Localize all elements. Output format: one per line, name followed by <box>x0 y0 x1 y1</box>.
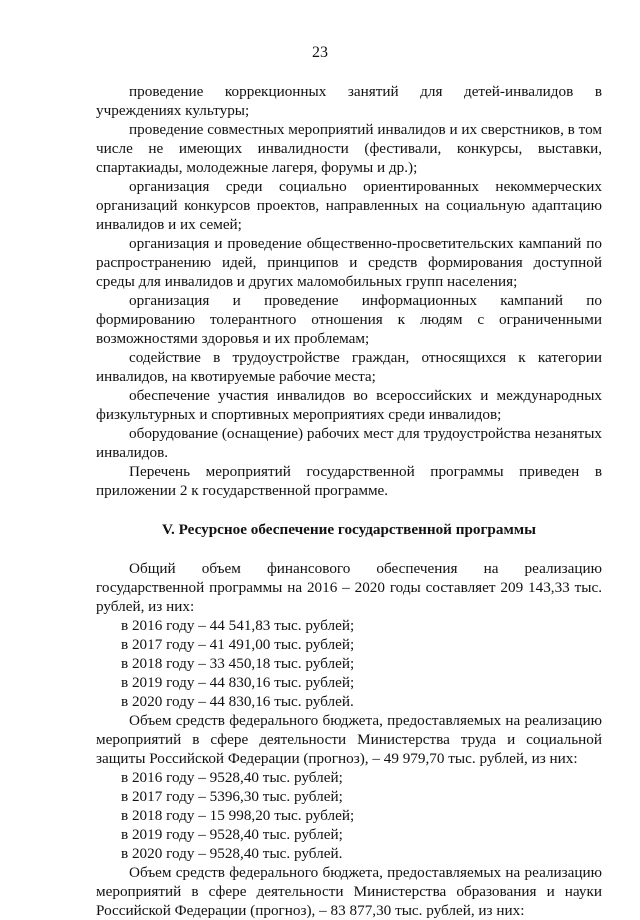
funding-education-intro: Объем средств федерального бюджета, предоставляемых на реализацию мероприятий в сфере деятельности Министерства образования и науки Российской Федерации (прогноз), – 83 877,30 тыс. рублей, из них: <box>96 864 602 919</box>
funding-year-line: в 2020 году – 9528,40 тыс. рублей. <box>121 845 343 862</box>
list-item: оборудование (оснащение) рабочих мест для трудоустройства незанятых инвалидов. <box>96 425 602 461</box>
funding-total-intro: Общий объем финансового обеспечения на реализацию государственной программы на 2016 – 2020 годы составляет 209 143,33 тыс. рублей, из них: <box>96 560 602 615</box>
funding-year-line: в 2019 году – 9528,40 тыс. рублей; <box>121 826 343 843</box>
funding-year-line: в 2016 году – 9528,40 тыс. рублей; <box>121 769 343 786</box>
list-item: организация и проведение общественно-просветительских кампаний по распространению идей, принципов и средств формирования доступной среды для инвалидов и других маломобильных групп населения; <box>96 235 602 290</box>
list-item: содействие в трудоустройстве граждан, относящихся к категории инвалидов, на квотируемые рабочие места; <box>96 349 602 385</box>
list-item: обеспечение участия инвалидов во всероссийских и международных физкультурных и спортивных мероприятиях среди инвалидов; <box>96 387 602 423</box>
funding-labor-intro: Объем средств федерального бюджета, предоставляемых на реализацию мероприятий в сфере деятельности Министерства труда и социальной защиты Российской Федерации (прогноз), – 49 979,70 тыс. рублей, из них: <box>96 712 602 767</box>
list-item: проведение коррекционных занятий для детей-инвалидов в учреждениях культуры; <box>96 83 602 119</box>
document-body <box>96 82 602 920</box>
funding-year-line: в 2017 году – 41 491,00 тыс. рублей; <box>121 636 355 653</box>
funding-year-line: в 2018 году – 15 998,20 тыс. рублей; <box>121 807 355 824</box>
funding-year-line: в 2019 году – 44 830,16 тыс. рублей; <box>121 674 355 691</box>
list-item: организация среди социально ориентированных некоммерческих организаций конкурсов проектов, направленных на социальную адаптацию инвалидов и их семей; <box>96 178 602 233</box>
funding-year-line: в 2018 году – 33 450,18 тыс. рублей; <box>121 655 355 672</box>
list-conclusion: Перечень мероприятий государственной программы приведен в приложении 2 к государственной программе. <box>96 463 602 499</box>
page-number: 23 <box>312 44 328 61</box>
funding-year-line: в 2017 году – 5396,30 тыс. рублей; <box>121 788 343 805</box>
section-title: V. Ресурсное обеспечение государственной программы <box>162 521 536 538</box>
list-item: проведение совместных мероприятий инвалидов и их сверстников, в том числе не имеющих инвалидности (фестивали, конкурсы, выставки, спартакиады, молодежные лагеря, форумы и др.); <box>96 121 602 176</box>
funding-year-line: в 2020 году – 44 830,16 тыс. рублей. <box>121 693 354 710</box>
list-item: организация и проведение информационных кампаний по формированию толерантного отношения к людям с ограниченными возможностями здоровья и их проблемам; <box>96 292 602 347</box>
funding-year-line: в 2016 году – 44 541,83 тыс. рублей; <box>121 617 355 634</box>
